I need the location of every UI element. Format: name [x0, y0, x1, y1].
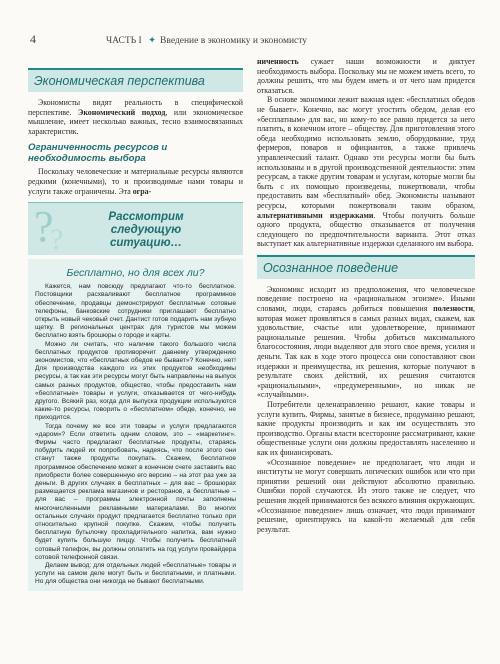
self-interest-paragraph — [257, 285, 475, 400]
running-head — [30, 32, 308, 46]
term-opportunity-cost: альтернативными издержками — [257, 210, 374, 220]
term-scarcity: огра- — [132, 186, 152, 196]
term-economic-approach: Экономический подход — [78, 107, 166, 117]
scarcity-paragraph — [28, 167, 243, 196]
running-title: Введение в экономику и экономисту — [160, 36, 308, 46]
decisions-paragraph: Потребители целенаправленно решают, какие товары и услуги купить. Фирмы, занятые в бизнесе, продуманно решают, какие продукты производить и как им осуществлять это производство. Органы власти всесторонне рассматривают, какие общественные услуги они должны предоставлять населению и как их финансировать. — [257, 400, 475, 457]
case-paragraph-2: Можно ли считать, что наличие такого большого числа бесплатных продуктов противоречит давнему утверждению экономистов, что «бесплатных обедов не бывает»? Конечно, нет! Для производства каждого из этих продуктов необходимы ресурсы, а так как эти ресурсы могут быть направлены на выпуск самых разных продуктов, общество, чтобы предоставить нам «бесплатные» товары и услуги, отказывается от чего-нибудь другого. Всякий раз, когда для выпуска продукции используются какие-то ресурсы, говорить о «бесплатном» обеде, конечно, не приходится. — [35, 340, 236, 422]
section-title-purposeful: Осознанное поведение — [257, 255, 475, 279]
left-column — [28, 68, 243, 591]
text: , или экономическое мышление, имеет несколько важных, тесно взаимосвязанных характеристик. — [28, 107, 243, 136]
text: . Чтобы получить больше одного продукта, общество отказывается от получения следующего по предпочтительности варианта. Этот отказ выступает как альтернативные издержки сделанного им выбора. — [257, 210, 476, 249]
text: Экономисты видят реальность в специфической перспективе. — [28, 98, 243, 117]
part-number: I — [138, 36, 142, 46]
intro-paragraph — [28, 98, 243, 136]
question-mark-icon — [30, 203, 74, 255]
mistakes-paragraph: «Осознанное поведение» не предполагает, что люди и институты не могут совершать логических ошибок или что при принятии решений они действуют абсолютно правильно. Ошибки порой случаются. Из этого также не следует, что решения людей принимаются без всякого влияния окружающих. «Осознанное поведение» лишь означает, что люди принимают решение, ориентируясь на какой-то желаемый для себя результат. — [257, 457, 475, 534]
right-column — [257, 57, 475, 534]
text: Поскольку человеческие и материальные ресурсы являются редкими (конечными), то и производимые нами товары и услуги также ограничены. Эта — [28, 167, 243, 196]
scarcity-continued — [257, 57, 475, 95]
svg-text:?: ? — [50, 223, 64, 256]
term-scarcity-end: ниченность — [257, 57, 299, 66]
text: Экономикс исходит из предположения, что человеческое поведение построено на «рациональном эгоизме». Иными словами, люди, стараясь добиться повышения — [257, 284, 475, 314]
subsection-title-scarcity: Ограниченность ресурсов и необходимость выбора — [28, 142, 168, 165]
case-box — [28, 259, 243, 591]
case-paragraph-1: Кажется, нам повсюду предлагают что-то бесплатное. Постовщики расхваливают бесплатное программное обеспечение, продавцы демонстрируют бесплатные сотовые телефоны, банковские сотрудники приглашают бесплатно открыть новый чековый счет. Дантист готов подарить нам зубную щетку. В региональных центрах для туристов мы можем бесплатно взять брошюры о городе и карты. — [35, 283, 236, 340]
section-title-perspective: Экономическая перспектива — [28, 68, 243, 92]
part-label: ЧАСТЬ — [106, 36, 137, 46]
star-icon: ✦ — [148, 36, 157, 46]
situation-callout — [28, 202, 243, 255]
text: В основе экономики лежит важная идея: «бесплатных обедов не бывает». Конечно, вас могут угостить обедом, делая его «бесплатным» для вас, но кому-то все равно придется за него платить, в конечном итоге – обществу. Для приготовления этого обеда необходимо использовать землю, оборудование, труд фермеров, поваров и официантов, а также привлечь управленческий талант. Однако эти ресурсы могли бы быть использованы и в другой производственной деятельности: этим ресурсам, а также другим товарам и услугам, которые могли бы быть с их помощью произведены, пожертвовали, чтобы предоставить вам «бесплатный» обед. Экономисты называют ресурсы, которыми пожертвовали таким образом, — [257, 95, 475, 210]
term-utility: полезности — [433, 304, 474, 314]
callout-caption: Рассмотрим следующую ситуацию… — [108, 211, 184, 250]
case-box-title: Бесплатно, но для всех ли? — [66, 267, 205, 280]
text: , которая может проявляться в самых разных видах, скажем, как удовольствие, счастье или удовлетворение, принимают рациональные решения. Чтобы добиться максимального благосостояния, люди выделяют для этого свое время, усилия и деньги. Так как в ходе этого процесса они сопоставляют свои издержки и преимущества, их решения, которые получают в результате своих действий, их решения считаются «рациональными», «предумеренными», но никак не «случайными». — [257, 304, 475, 400]
text: сужает наши возможности и диктует необходимость выбора. Поскольку мы не можем иметь всего, то должны решить, что мы будем иметь и от чего нам придется отказаться. — [257, 57, 475, 95]
case-paragraph-3: Тогда почему же все эти товары и услуги предлагаются «даром»? Если ответить одним словом, это – «маркетинг». Фирмы часто предлагают бесплатные продукты, стараясь побудить людей их попробовать, надеясь, что после этого они станут также продукты покупать. Скажем, бесплатное программное обеспечение может в конечном счете заставить вас приобрести более совершенную его версию – на этот раз уже за деньги. В других случаях в бесплатных – для вас – брошюрах размещается реклама магазинов и ресторанов, а бесплатные – для вас – программы электронной почты заполнены многочисленными рекламными материалами. Во многих остальных случаях продукт предлагается бесплатно только при относительно крупной покупке. Скажем, чтобы получить бесплатную бутылочку прохладительного напитка, вам нужно будет купить большую пиццу. Чтобы получить бесплатный сотовый телефон, вы должны оплатить на год услуги провайдера сотовой телефонной связи. — [35, 422, 236, 561]
free-lunch-paragraph — [257, 95, 475, 249]
case-paragraph-4: Делаем вывод: для отдельных людей «бесплатные» товары и услуги на самом деле могут быть и бесплатными, и платными. Но для общества они никогда не бывают бесплатными. — [35, 562, 236, 586]
page-number: 4 — [30, 32, 36, 46]
svg-text:?: ? — [34, 203, 54, 252]
